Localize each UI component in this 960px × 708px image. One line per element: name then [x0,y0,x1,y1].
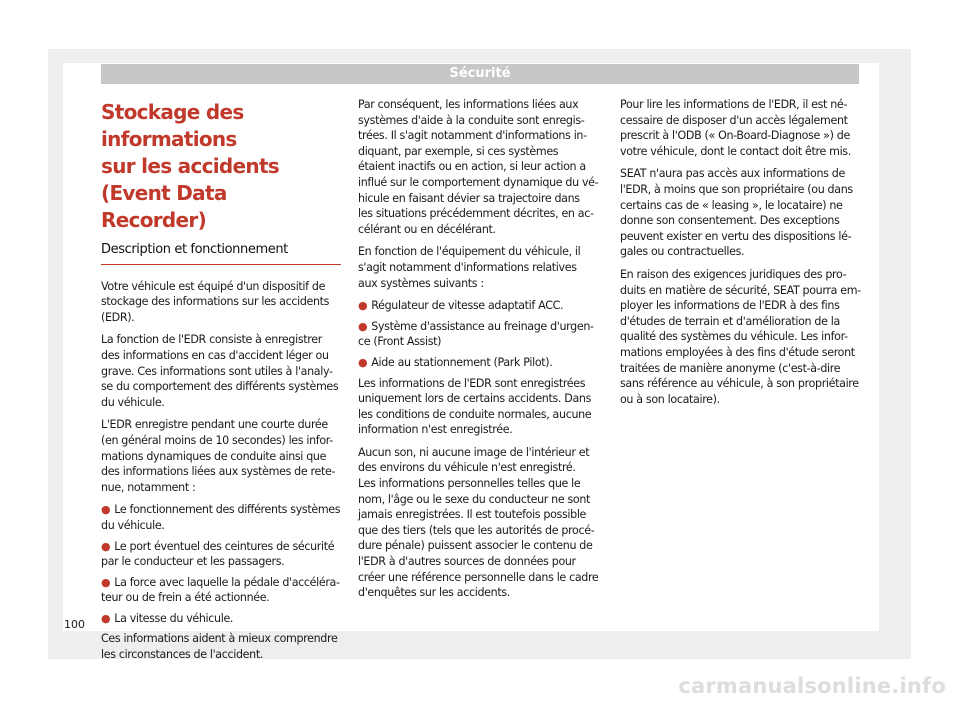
paragraph: En raison des exigences juridiques des pro- duits en matière de sécurité, SEAT pourra em- ployer les informations de l'EDR à des fins d'études de terrain et d'amélioration de la qualité des systèmes du véhicule. Les infor- mations employées à des fins d'étude seront traitées de manière anonyme (c'est-à-dire sans référence au véhicule, à son propriétaire ou à son locataire). [620,267,861,406]
section-header: Sécurité [101,64,859,84]
paragraph: Ces informations aident à mieux comprendre les circonstances de l'accident. [101,632,338,662]
bullet-icon: ● [101,503,111,517]
page-title: Stockage des informations sur les accidents (Event Data Recorder) [101,100,280,232]
list-item: ● Aide au stationnement (Park Pilot). [358,355,553,369]
bullet-icon: ● [101,575,111,589]
column-right [620,97,865,414]
column-middle [358,97,603,608]
column-left [101,97,341,670]
list-item: ● La force avec laquelle la pédale d'accéléra- teur ou de frein a été actionnée. [101,575,340,605]
bullet-icon: ● [101,611,111,625]
paragraph: L'EDR enregistre pendant une courte durée (en général moins de 10 secondes) les infor- mations dynamiques de conduite ainsi que des informations liées aux systèmes de rete- nue, notamment : [101,418,336,494]
watermark-logo: carmanualsonline.info [678,674,946,698]
paragraph: La fonction de l'EDR consiste à enregistrer des informations en cas d'accident léger ou grave. Ces informations sont utiles à l'analy- se du comportement des différents systèmes du véhicule. [101,333,339,409]
list-item: ● Le port éventuel des ceintures de sécurité par le conducteur et les passagers. [101,539,335,569]
list-item: ● Système d'assistance au freinage d'urgen- ce (Front Assist) [358,319,594,349]
section-subtitle: Description et fonctionnement [101,242,341,265]
paragraph: Aucun son, ni aucune image de l'intérieur et des environs du véhicule n'est enregistré. Les informations personnelles telles que le nom, l'âge ou le sexe du conducteur ne sont jamais enregistrées. Il est toutefois possible que des tiers (tels que les autorités de procé- dure pénale) puissent associer le contenu de l'EDR à d'autres sources de données pour créer une référence personnelle dans le cadre d'enquêtes sur les accidents. [358,445,599,600]
paragraph: Votre véhicule est équipé d'un dispositif de stockage des informations sur les accidents (EDR). [101,279,330,324]
paragraph: Les informations de l'EDR sont enregistrées uniquement lors de certains accidents. Dans les conditions de conduite normales, aucune information n'est enregistrée. [358,376,592,437]
paragraph: SEAT n'aura pas accès aux informations de l'EDR, à moins que son propriétaire (ou dans certains cas de « leasing », le locataire) ne donne son consentement. Des exceptions peuvent exister en vertu des dispositions lé- gales ou contractuelles. [620,167,853,259]
paragraph: Par conséquent, les informations liées aux systèmes d'aide à la conduite sont enregis- trées. Il s'agit notamment d'informations in- diquant, par exemple, si ces systèmes étaient inactifs ou en action, si leur action a influé sur le comportement dynamique du vé- hicule en faisant dévier sa trajectoire dans les situations précédemment décrites, en ac- célérant ou en décélérant. [358,98,599,236]
list-item: ● La vitesse du véhicule. [101,611,234,625]
page-number: 100 [64,618,85,631]
bullet-icon: ● [358,299,368,313]
bullet-icon: ● [358,319,368,333]
list-item: ● Le fonctionnement des différents systèmes du véhicule. [101,503,341,532]
paragraph: En fonction de l'équipement du véhicule, il s'agit notamment d'informations relatives aux systèmes suivants : [358,245,581,290]
bullet-icon: ● [101,539,111,553]
list-item: ● Régulateur de vitesse adaptatif ACC. [358,299,564,313]
bullet-icon: ● [358,355,368,369]
paragraph: Pour lire les informations de l'EDR, il est né- cessaire de disposer d'un accès légalement prescrit à l'ODB (« On-Board-Diagnose ») de votre véhicule, dont le contact doit être mis. [620,98,851,158]
